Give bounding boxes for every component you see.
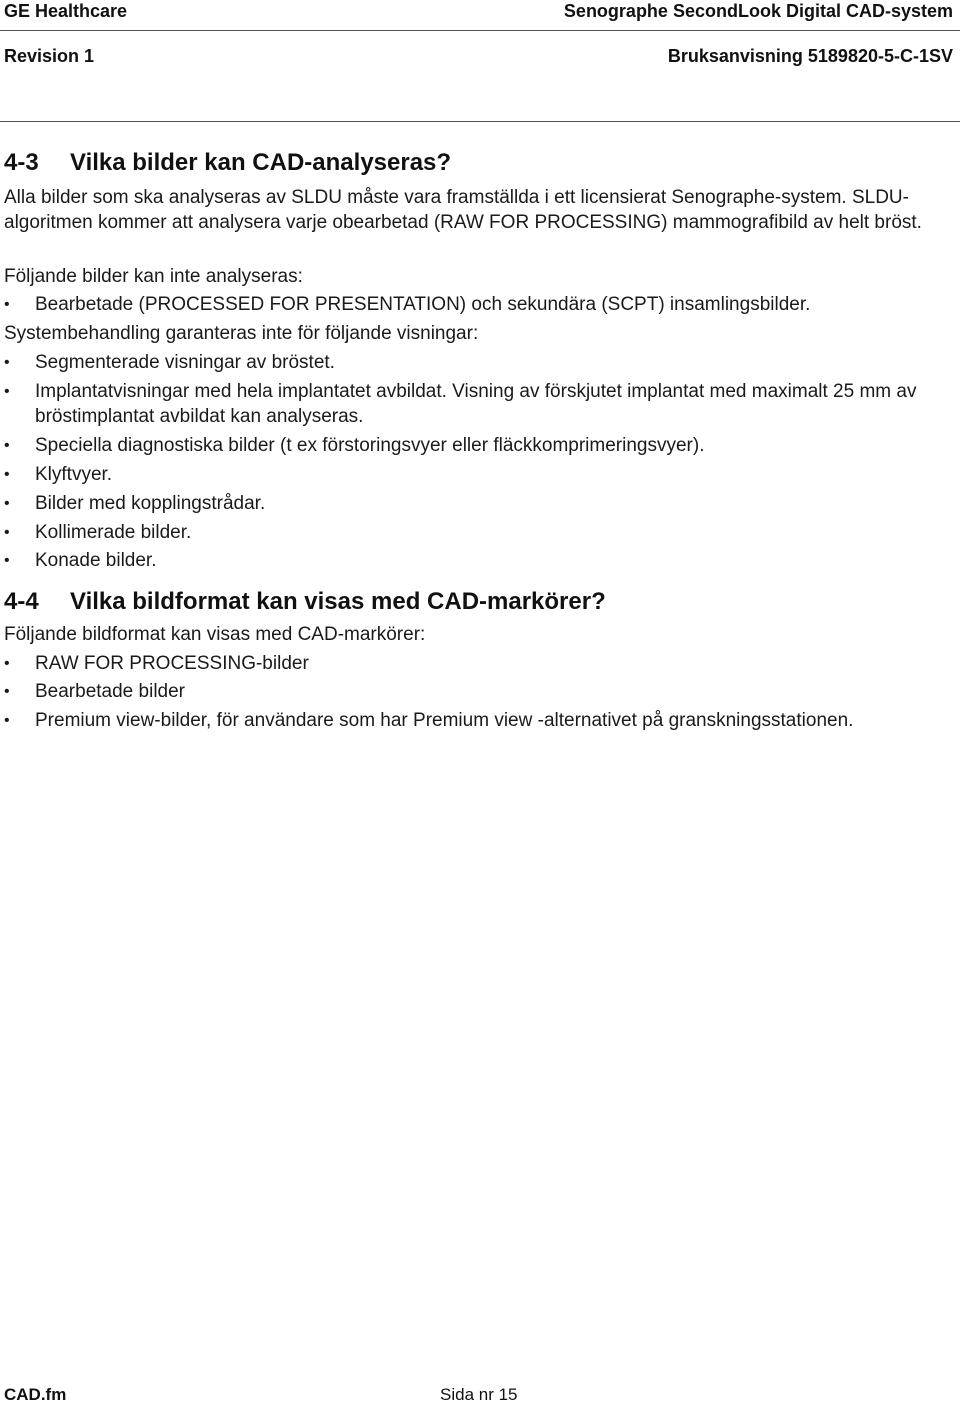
- bullet-icon: •: [4, 296, 10, 313]
- bullet-icon: •: [4, 712, 10, 729]
- bullet-icon: •: [4, 683, 10, 700]
- list-item: [4, 651, 954, 676]
- not-guaranteed-lead: Systembehandling garanteras inte för följande visningar:: [4, 323, 479, 344]
- list-item-text: Bilder med kopplingstrådar.: [35, 493, 266, 514]
- section-title: Vilka bilder kan CAD-analyseras?: [70, 149, 452, 176]
- footer-page-number: Sida nr 15: [440, 1385, 518, 1404]
- list-item: [4, 679, 954, 704]
- list-item-text: RAW FOR PROCESSING-bilder: [35, 653, 309, 674]
- section-heading-4-3: [4, 149, 451, 177]
- list-item: [4, 292, 954, 317]
- list-item-text: Kollimerade bilder.: [35, 522, 192, 543]
- list-item: [4, 350, 954, 375]
- list-item: [4, 379, 954, 429]
- section-4-4-lead: Följande bildformat kan visas med CAD-markörer:: [4, 624, 426, 645]
- list-item: [4, 433, 954, 458]
- list-item-text: Bearbetade (PROCESSED FOR PRESENTATION) och sekundära (SCPT) insamlingsbilder.: [35, 294, 811, 315]
- header-divider-bottom: [0, 121, 960, 122]
- header-manual-number: Bruksanvisning 5189820-5-C-1SV: [667, 46, 953, 66]
- bullet-icon: •: [4, 552, 10, 569]
- list-item-text: Speciella diagnostiska bilder (t ex förstoringsvyer eller fläckkomprimeringsvyer).: [35, 435, 705, 456]
- list-item-text: Implantatvisningar med hela implantatet avbildat. Visning av förskjutet implantat med maximalt 25 mm av bröstimplantat avbildat kan analyseras.: [35, 381, 917, 427]
- header-product: Senographe SecondLook Digital CAD-system: [563, 1, 953, 21]
- section-number: 4-3: [4, 149, 39, 176]
- section-4-3-intro: Alla bilder som ska analyseras av SLDU måste vara framställda i ett licensierat Senographe-system. SLDU-algoritmen kommer att analysera varje obearbetad (RAW FOR PROCESSING) mammografibild av helt bröst.: [4, 187, 922, 233]
- section-heading-4-4: [4, 588, 606, 616]
- list-item-text: Premium view-bilder, för användare som har Premium view -alternativet på granskningsstationen.: [35, 710, 854, 731]
- list-item: [4, 462, 954, 487]
- section-number: 4-4: [4, 588, 39, 615]
- header-company: GE Healthcare: [4, 1, 128, 21]
- list-item-text: Klyftvyer.: [35, 464, 113, 485]
- header-revision: Revision 1: [4, 46, 95, 66]
- bullet-icon: •: [4, 655, 10, 672]
- list-item: [4, 548, 954, 573]
- not-analyzed-lead: Följande bilder kan inte analyseras:: [4, 266, 303, 287]
- bullet-icon: •: [4, 354, 10, 371]
- list-item: [4, 491, 954, 516]
- list-item: [4, 708, 954, 733]
- bullet-icon: •: [4, 383, 10, 400]
- list-item: [4, 520, 954, 545]
- bullet-icon: •: [4, 495, 10, 512]
- footer-file-name: CAD.fm: [4, 1385, 67, 1404]
- header-divider-top: [0, 30, 960, 31]
- list-item-text: Segmenterade visningar av bröstet.: [35, 352, 335, 373]
- bullet-icon: •: [4, 437, 10, 454]
- list-item-text: Bearbetade bilder: [35, 681, 185, 702]
- bullet-icon: •: [4, 466, 10, 483]
- bullet-icon: •: [4, 524, 10, 541]
- section-title: Vilka bildformat kan visas med CAD-markörer?: [70, 588, 606, 615]
- list-item-text: Konade bilder.: [35, 550, 157, 571]
